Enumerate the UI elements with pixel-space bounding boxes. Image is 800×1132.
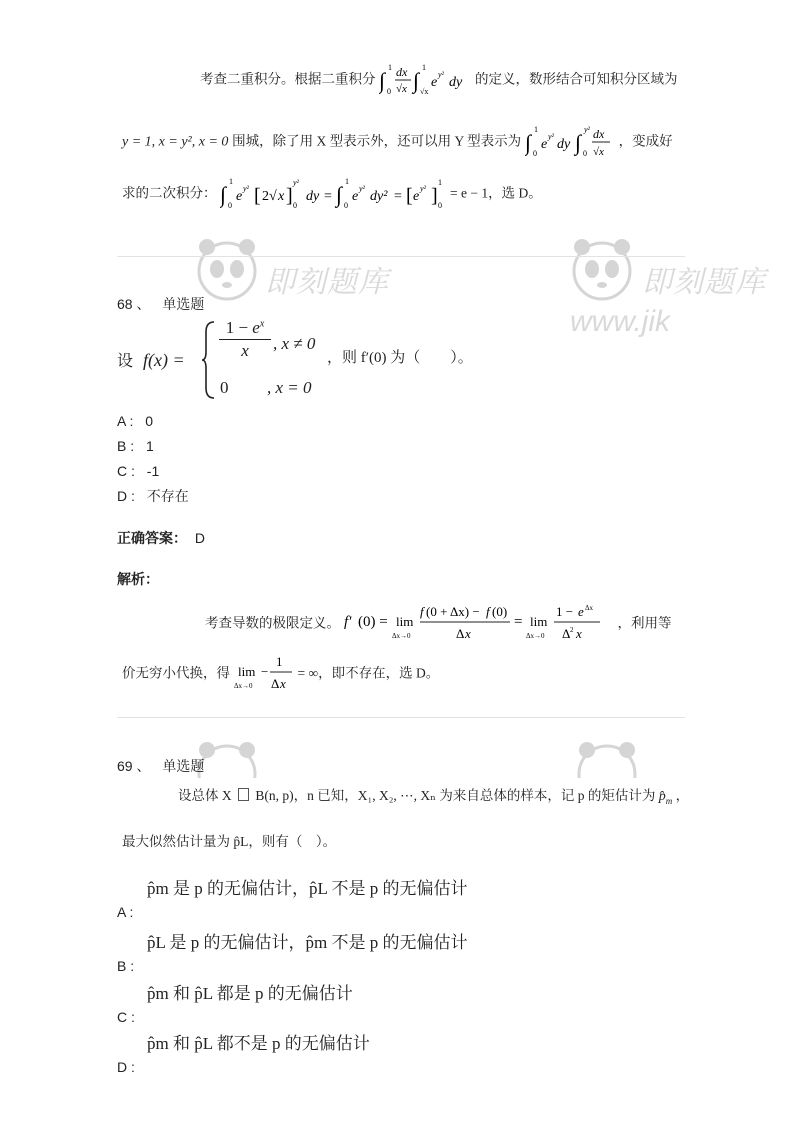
option-text: p̂m 是 p 的无偏估计，p̂L 不是 p 的无偏估计 — [147, 879, 468, 898]
svg-text:(0 + Δx) −: (0 + Δx) − — [425, 604, 480, 619]
option-d[interactable] — [117, 489, 189, 503]
svg-text:lim: lim — [237, 664, 256, 679]
option-a[interactable] — [117, 414, 153, 428]
panda-logo-icon — [570, 235, 634, 305]
text-fragment: 价无穷小代换，得 — [122, 665, 230, 681]
svg-text:e: e — [352, 189, 359, 204]
svg-text:x: x — [279, 676, 286, 691]
q69-stem-line-1 — [178, 784, 689, 806]
svg-text:f: f — [485, 604, 490, 619]
text-fragment: 求的二次积分： — [122, 185, 217, 201]
svg-text:y²: y² — [293, 178, 300, 187]
question-68-stem — [117, 318, 473, 404]
top-analysis-line-2 — [122, 122, 673, 162]
case-2-condition: , x = 0 — [267, 378, 312, 397]
option-c[interactable] — [117, 464, 159, 478]
svg-text:0: 0 — [387, 87, 392, 96]
watermark-right-bottom — [575, 738, 639, 778]
option-text: p̂m 和 p̂L 都不是 p 的无偏估计 — [147, 1034, 370, 1053]
svg-text:y²: y² — [438, 70, 445, 79]
question-type: 单选题 — [162, 296, 205, 312]
svg-text:=: = — [324, 189, 333, 204]
svg-text:∫: ∫ — [220, 182, 227, 207]
option-text: -1 — [146, 463, 160, 479]
stem-suffix: ，则 f′(0) 为（ ）。 — [327, 350, 473, 366]
svg-text:2: 2 — [569, 626, 574, 634]
svg-text:1: 1 — [345, 177, 350, 186]
svg-text:1 −: 1 − — [555, 604, 573, 619]
piecewise-case-1: $1 - e^x$ x — [219, 318, 271, 361]
option-text: 不存在 — [146, 488, 189, 504]
svg-text:Δx: Δx — [584, 604, 593, 612]
panda-logo-icon — [195, 235, 259, 305]
q68-analysis-line-2 — [122, 654, 439, 694]
piecewise-brace — [201, 320, 217, 400]
text-fragment: 的定义，数形结合可知积分区域为 — [475, 71, 678, 87]
case-1-condition: , x ≠ 0 — [273, 334, 316, 353]
text-fragment: 设总体 X — [178, 788, 232, 803]
svg-text:y²: y² — [547, 132, 554, 141]
svg-text:f′: f′ — [343, 614, 352, 630]
text-fragment: 考查二重积分。根据二重积分 — [200, 71, 376, 87]
y-type-integral-formula — [525, 122, 615, 162]
question-68-header — [117, 294, 204, 314]
option-key: B : — [117, 438, 135, 454]
option-key: D : — [117, 488, 135, 504]
option-text: p̂L 是 p 的无偏估计，p̂m 不是 p 的无偏估计 — [147, 933, 468, 952]
svg-text:dy: dy — [556, 137, 571, 152]
text-fragment: ，利用等 — [617, 615, 672, 631]
question-number: 68 、 — [117, 296, 151, 312]
svg-text:y²: y² — [359, 184, 366, 193]
svg-text:0: 0 — [438, 201, 443, 210]
svg-text:1: 1 — [229, 177, 234, 186]
option-b[interactable] — [117, 928, 467, 973]
svg-text:Δx→0: Δx→0 — [391, 632, 411, 640]
svg-text:(0) =: (0) = — [357, 614, 388, 630]
svg-text:f: f — [419, 604, 424, 619]
option-a[interactable] — [117, 874, 467, 919]
correct-answer — [117, 531, 205, 545]
svg-text:y²: y² — [420, 184, 427, 193]
svg-text:y²: y² — [583, 125, 590, 134]
svg-text:∫: ∫ — [574, 130, 581, 155]
question-number: 69 、 — [117, 758, 151, 774]
moment-estimator-symbol: $p̂_m$ — [658, 789, 673, 806]
option-key: D : — [117, 1059, 135, 1075]
svg-text:0: 0 — [582, 149, 587, 158]
svg-text:y²: y² — [243, 184, 250, 193]
option-text: 1 — [146, 438, 154, 454]
svg-text:∫: ∫ — [336, 182, 343, 207]
missing-glyph-box — [238, 788, 249, 801]
option-key: B : — [117, 958, 135, 974]
section-divider — [117, 256, 685, 257]
limit-reciprocal-formula — [234, 654, 294, 694]
option-b[interactable] — [117, 439, 154, 453]
svg-text:=: = — [394, 189, 403, 204]
svg-text:Δ: Δ — [561, 626, 571, 641]
svg-text:=: = — [513, 614, 523, 630]
svg-text:∫: ∫ — [524, 130, 531, 155]
text-fragment: ， — [675, 788, 690, 803]
text-fragment: 围城，除了用 X 型表示外，还可以用 Y 型表示为 — [232, 133, 522, 149]
watermark-brand-text: 即刻题库 — [265, 266, 389, 299]
iterated-integral-formula — [220, 176, 446, 212]
svg-text:lim: lim — [529, 614, 548, 629]
question-type: 单选题 — [162, 758, 205, 774]
section-divider — [117, 717, 685, 718]
svg-text:0: 0 — [228, 201, 233, 210]
svg-text:x: x — [278, 189, 285, 204]
top-analysis-line-3 — [122, 176, 542, 212]
watermark-right-top — [570, 235, 766, 338]
svg-text:]: ] — [286, 185, 293, 207]
svg-text:lim: lim — [395, 614, 414, 629]
svg-text:1: 1 — [533, 125, 538, 134]
svg-text:dx: dx — [592, 127, 605, 141]
svg-text:x: x — [575, 626, 582, 641]
option-c[interactable] — [117, 979, 353, 1024]
answer-label: 正确答案： — [117, 530, 187, 546]
text-fragment: B(n, p)，n 已知，X₁, X₂, ⋯, Xₙ 为来自总体的样本，记 p 的矩估计为 — [255, 788, 656, 803]
stem-prefix: 设 — [117, 353, 134, 370]
svg-text:1: 1 — [388, 63, 393, 72]
svg-text:√x: √x — [396, 83, 408, 95]
function-lhs: f(x) = — [143, 350, 185, 370]
text-fragment: = e − 1，选 D。 — [450, 185, 542, 201]
svg-text:x: x — [464, 626, 471, 641]
option-d[interactable] — [117, 1029, 370, 1074]
option-key: C : — [117, 1009, 135, 1025]
svg-text:0: 0 — [293, 201, 298, 210]
watermark-brand-text: 即刻题库 — [642, 266, 766, 299]
svg-text:e: e — [540, 137, 548, 152]
svg-text:(0): (0) — [491, 604, 507, 619]
svg-text:−: − — [260, 664, 269, 679]
svg-text:dy: dy — [449, 75, 463, 90]
svg-text:dx: dx — [396, 65, 408, 79]
region-condition: y = 1, x = y², x = 0 — [122, 134, 229, 150]
svg-text:∫: ∫ — [379, 68, 386, 93]
svg-text:√x: √x — [420, 87, 429, 96]
answer-value: D — [194, 530, 206, 546]
option-key: A : — [117, 904, 134, 920]
watermark-left-bottom — [195, 738, 259, 778]
svg-text:e: e — [577, 604, 584, 619]
svg-text:[: [ — [406, 185, 413, 207]
svg-text:e: e — [236, 189, 243, 204]
svg-text:dy²: dy² — [370, 189, 388, 204]
svg-text:0: 0 — [344, 201, 349, 210]
q68-analysis-line-1 — [205, 602, 672, 646]
svg-text:√x: √x — [592, 146, 604, 158]
q69-stem-line-2: 最大似然估计量为 p̂L，则有（ ）。 — [122, 834, 337, 849]
svg-text:0: 0 — [532, 149, 537, 158]
top-analysis-line-1 — [200, 62, 678, 98]
svg-text:]: ] — [431, 185, 438, 207]
option-text: 0 — [145, 413, 154, 429]
svg-text:e: e — [431, 75, 438, 90]
svg-text:Δx→0: Δx→0 — [233, 682, 253, 690]
text-fragment: 考查导数的极限定义。 — [205, 615, 340, 631]
svg-text:2√: 2√ — [262, 189, 277, 204]
svg-text:e: e — [413, 189, 420, 204]
text-fragment: ，变成好 — [618, 133, 673, 149]
svg-text:Δx→0: Δx→0 — [525, 632, 545, 640]
svg-text:1: 1 — [438, 178, 443, 187]
svg-text:[: [ — [254, 185, 261, 207]
panda-logo-icon — [195, 738, 259, 778]
option-text: p̂m 和 p̂L 都是 p 的无偏估计 — [147, 984, 353, 1003]
svg-text:1: 1 — [422, 63, 427, 72]
watermark-left-top — [195, 235, 389, 310]
option-key: C : — [117, 463, 135, 479]
panda-logo-icon — [575, 738, 639, 778]
text-fragment: = ∞，即不存在，选 D。 — [297, 665, 440, 681]
svg-text:1: 1 — [275, 654, 283, 669]
case-2-value: 0 — [220, 378, 229, 397]
svg-text:Δ: Δ — [455, 626, 465, 641]
double-integral-formula — [379, 62, 471, 98]
analysis-label: 解析： — [117, 571, 159, 587]
svg-text:Δ: Δ — [270, 676, 280, 691]
svg-text:dy: dy — [306, 189, 320, 204]
watermark-url-text: www.jik — [570, 305, 671, 338]
svg-text:∫: ∫ — [413, 68, 420, 93]
derivative-limit-formula — [344, 602, 614, 646]
question-69-header — [117, 756, 204, 776]
option-key: A : — [117, 413, 134, 429]
